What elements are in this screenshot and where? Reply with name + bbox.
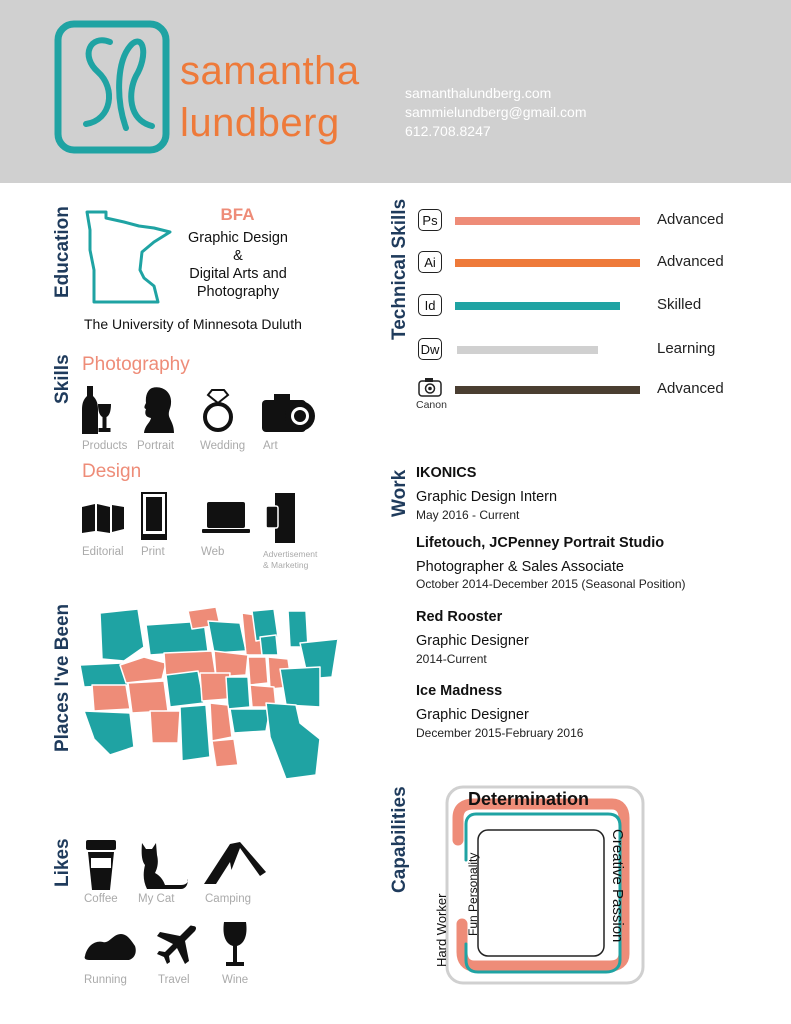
job-2-role: Photographer & Sales Associate [416,559,624,575]
places-label: Places I've Been [52,603,73,752]
job-1-dates: May 2016 - Current [416,508,520,522]
editorial-caption: Editorial [82,546,124,558]
indesign-bar [455,302,620,310]
school-name: The University of Minnesota Duluth [84,316,302,332]
job-3-company: Red Rooster [416,609,503,625]
work-label: Work [389,469,410,517]
illustrator-level: Advanced [657,253,724,270]
job-1-company: IKONICS [416,465,477,481]
visited-states-map [80,607,338,779]
web-caption: Web [201,546,225,558]
indesign-level: Skilled [657,296,702,313]
job-4-company: Ice Madness [416,683,503,699]
fun-personality-label: Fun Personality [466,852,480,936]
hard-worker-label: Hard Worker [434,893,449,967]
illustrator-icon: Ai [418,251,442,273]
degree-title: BFA [220,205,255,224]
education-label: Education [52,206,73,298]
design-title: Design [82,461,142,482]
photoshop-level: Advanced [657,211,724,228]
print-caption: Print [141,546,165,558]
canon-camera-icon [418,377,442,397]
advertisement-caption: Advertisement [263,549,318,559]
airplane-icon [157,925,197,965]
photography-title: Photography [82,354,190,375]
camping-caption: Camping [205,893,252,905]
job-2-company: Lifetouch, JCPenney Portrait Studio [416,535,665,551]
wine-caption: Wine [222,974,249,986]
phone-number: 612.708.8247 [405,123,491,139]
coffee-caption: Coffee [84,893,118,905]
minnesota-outline-icon [84,210,174,308]
degree-line-4: Photography [196,284,280,300]
travel-caption: Travel [158,974,190,986]
marketing-caption: & Marketing [263,560,309,570]
email-link[interactable]: sammielundberg@gmail.com [405,104,587,120]
first-name: samantha [180,49,360,93]
photoshop-bar [455,217,640,225]
wine-glass-icon [222,922,248,968]
canon-caption: Canon [416,399,447,411]
job-3-dates: 2014-Current [416,652,487,666]
dreamweaver-icon: Dw [418,338,442,360]
last-name: lundberg [180,101,340,145]
products-caption: Products [82,440,128,452]
sl-monogram-logo [54,20,170,154]
magazine-icon [82,503,124,533]
degree-line-1: Graphic Design [188,230,288,246]
likes-label: Likes [52,838,73,887]
job-3-role: Graphic Designer [416,633,529,649]
shoe-icon [83,932,137,964]
coffee-cup-icon [84,840,118,890]
dreamweaver-bar [457,346,598,354]
technical-skills-label: Technical Skills [389,198,410,340]
camera-icon [262,392,318,434]
ring-icon [201,388,235,434]
canon-level: Advanced [657,380,724,397]
banner-stand-icon [141,492,167,540]
job-4-dates: December 2015-February 2016 [416,726,584,740]
phone-poster-icon [263,492,297,544]
canon-bar [455,386,640,394]
indesign-icon: Id [418,294,442,316]
capabilities-label: Capabilities [389,786,410,893]
cat-icon [138,843,188,889]
degree-line-3: Digital Arts and [189,266,287,282]
laptop-icon [202,502,250,534]
dreamweaver-level: Learning [657,340,716,357]
tent-icon [204,842,266,886]
job-4-role: Graphic Designer [416,707,529,723]
photoshop-icon: Ps [418,209,442,231]
illustrator-bar [455,259,640,267]
job-2-dates: October 2014-December 2015 (Seasonal Position) [416,577,686,591]
silhouette-icon [138,386,174,434]
wine-bottle-icon [82,386,112,436]
wedding-caption: Wedding [200,440,246,452]
skills-label: Skills [52,354,73,404]
portrait-caption: Portrait [137,440,175,452]
job-1-role: Graphic Design Intern [416,489,558,505]
art-caption: Art [263,440,278,452]
degree-line-2: & [233,248,243,264]
website-link[interactable]: samanthalundberg.com [405,85,552,101]
my-cat-caption: My Cat [138,893,175,905]
determination-label: Determination [468,789,590,809]
running-caption: Running [84,974,127,986]
